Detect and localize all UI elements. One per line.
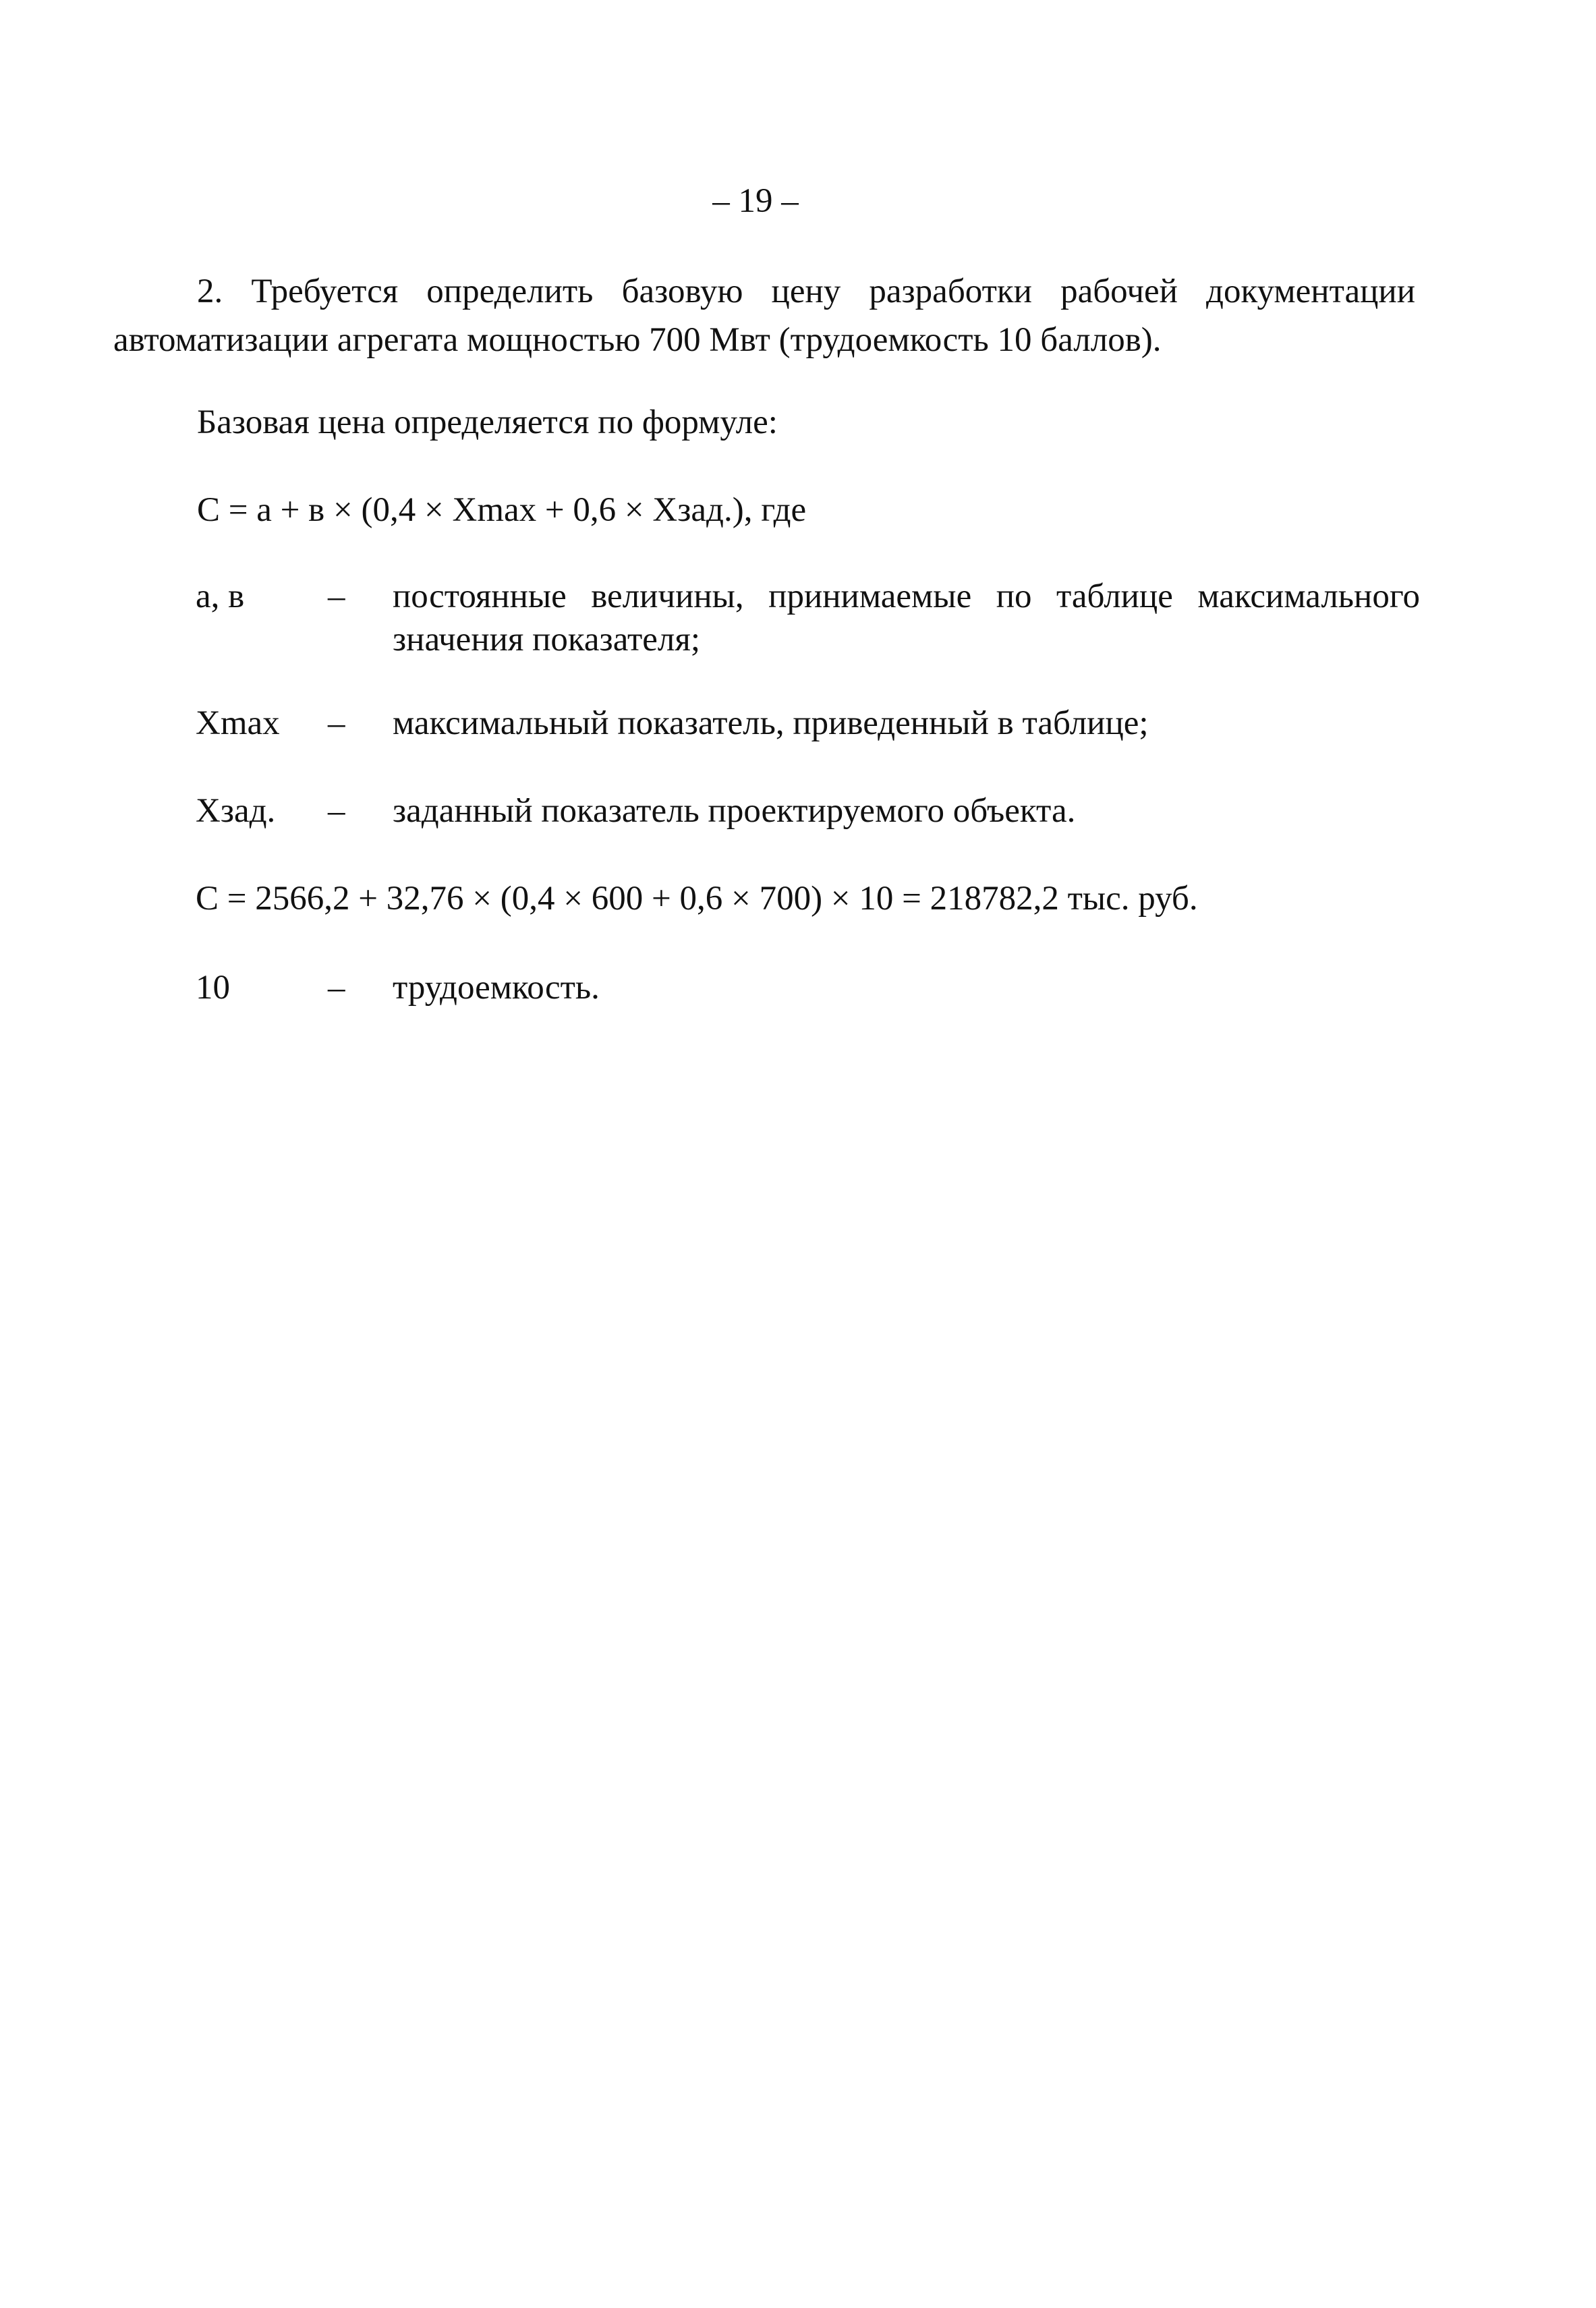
definition-text: постоянные величины, принимаемые по таблице максимального значения показателя; <box>393 578 1420 658</box>
definition-dash: – <box>328 792 345 830</box>
definition-term: а, в <box>196 578 245 615</box>
formula: С = а + в × (0,4 × Хmax + 0,6 × Хзад.), где <box>197 491 807 529</box>
definition-dash: – <box>328 578 345 615</box>
page-number: – 19 – <box>712 182 799 220</box>
task-paragraph: 2. Требуется определить базовую цену разработки рабочей документации автоматизации агрегата мощностью 700 Мвт (трудоемкость 10 баллов). <box>113 273 1415 359</box>
definition-text: заданный показатель проектируемого объекта. <box>393 792 1076 830</box>
note-text: трудоемкость. <box>393 969 600 1007</box>
note-dash: – <box>328 969 345 1007</box>
note-term: 10 <box>196 969 230 1007</box>
definition-term: Хmax <box>196 704 280 742</box>
definition-term: Хзад. <box>196 792 276 830</box>
definition-dash: – <box>328 704 345 742</box>
formula-intro: Базовая цена определяется по формуле: <box>197 403 778 441</box>
calculation: С = 2566,2 + 32,76 × (0,4 × 600 + 0,6 × 700) × 10 = 218782,2 тыс. руб. <box>196 880 1198 918</box>
definition-text: максимальный показатель, приведенный в таблице; <box>393 704 1149 742</box>
